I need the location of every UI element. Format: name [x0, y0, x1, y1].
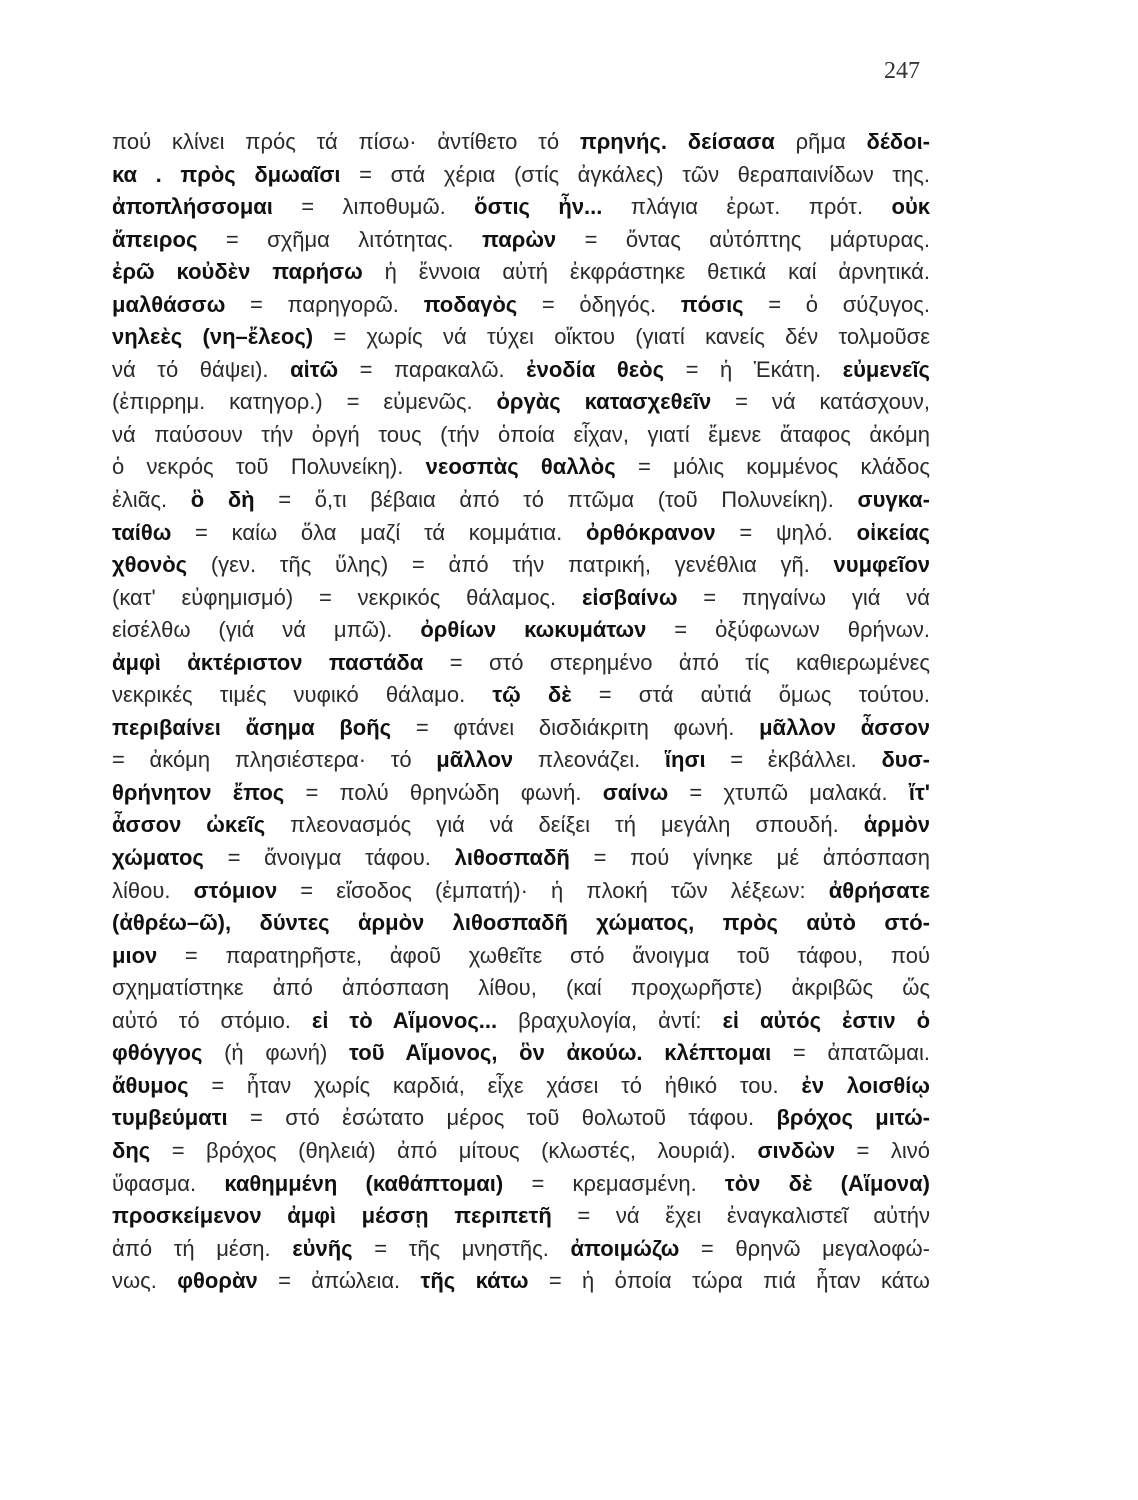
text-line [112, 126, 930, 159]
gloss-text: = ὁ σύζυγος. [743, 291, 930, 317]
lemma-term: πρηνής. δείσασα [579, 129, 775, 154]
lemma-term: ἀποπλήσσομαι [112, 194, 273, 220]
lemma-term: εὐνῆς [292, 1235, 353, 1261]
text-line [112, 289, 930, 322]
text-line [112, 744, 930, 777]
gloss-text: = σχῆμα λιτότητας. [197, 226, 482, 252]
lemma-term: ἵησι [664, 747, 706, 773]
gloss-text: = στά αὐτιά ὅμως τούτου. [571, 682, 930, 708]
gloss-text: = πού γίνηκε μέ ἀπόσπαση [569, 845, 930, 871]
gloss-text: = λιποθυμῶ. [272, 194, 475, 220]
lemma-term: οἰκείας [856, 519, 930, 545]
lemma-term: ἐνοδία θεὸς [526, 356, 665, 382]
lemma-term: (ἀθρέω–ῶ), δύντες ἁρμὸν λιθοσπαδῆ χώματος, πρὸς αὐτὸ στό- [112, 910, 930, 936]
gloss-text: (γεν. τῆς ὕλης) = ἀπό τήν πατρική, γενέθλια γῆ. [187, 552, 834, 578]
gloss-text: = παρηγορῶ. [225, 291, 424, 317]
gloss-text: = ὄντας αὐτόπτης μάρτυρας. [556, 226, 931, 252]
gloss-text: = παρακαλῶ. [338, 356, 527, 382]
text-line [112, 1070, 930, 1103]
gloss-text: = ὅ,τι βέβαια ἀπό τό πτῶμα (τοῦ Πολυνείκη). [254, 487, 858, 513]
gloss-text: βραχυλογία, ἀντί: [497, 1007, 723, 1033]
lemma-term: ἐρῶ κοὐδὲν παρήσω [112, 259, 363, 285]
gloss-text: = ἀκόμη πλησιέστερα· τό [112, 747, 437, 773]
lemma-term: ἀποιμώζω [570, 1235, 680, 1261]
text-line [112, 354, 930, 387]
gloss-text: = ὁδηγός. [517, 291, 681, 317]
lemma-term: σινδὼν [757, 1137, 836, 1163]
lemma-term: παρὼν [481, 226, 557, 252]
gloss-text: (ἡ φωνή) [202, 1040, 350, 1066]
lemma-term: ἄπειρος [112, 226, 198, 252]
lemma-term: ὅστις ἦν... [474, 194, 603, 220]
lemma-term: εἰ τὸ Αἵμονος... [311, 1007, 498, 1033]
text-line [112, 549, 930, 582]
gloss-text: = εἴσοδος (ἐμπατή)· ἡ πλοκή τῶν λέξεων: [277, 877, 829, 903]
text-line [112, 647, 930, 680]
text-line [112, 875, 930, 908]
text-line [112, 159, 930, 192]
lemma-term: ἁρμὸν [863, 812, 930, 838]
gloss-text: = κρεμασμένη. [503, 1170, 725, 1196]
gloss-text: νεκρικές τιμές νυφικό θάλαμο. [112, 682, 493, 708]
gloss-text: = ἀπώλεια. [257, 1268, 421, 1294]
lemma-term: οὐκ [891, 194, 931, 220]
lemma-term: τοῦ Αἵμονος, ὃν ἀκούω. κλέπτομαι [349, 1040, 772, 1066]
gloss-text: (κατ' εὐφημισμό) = νεκρικός θάλαμος. [112, 584, 582, 610]
lemma-term: μᾶλλον ἆσσον [759, 714, 930, 740]
gloss-text: = ἦταν χωρίς καρδιά, εἶχε χάσει τό ἠθικό του. [188, 1072, 802, 1098]
text-line [112, 614, 930, 647]
page-number: 247 [884, 58, 920, 84]
gloss-text: = ἀπατῶμαι. [771, 1040, 931, 1066]
text-line [112, 1200, 930, 1233]
lemma-term: ἀμφὶ ἀκτέριστον παστάδα [112, 649, 424, 675]
text-line [112, 517, 930, 550]
lemma-term: τυμβεύματι [112, 1105, 228, 1131]
lemma-term: ὃ δὴ [190, 487, 255, 513]
lemma-term: ἆσσον ὠκεῖς [112, 812, 266, 838]
lemma-term: νεοσπὰς θαλλὸς [425, 454, 616, 480]
gloss-text: ρῆμα [774, 129, 867, 154]
text-line [112, 191, 930, 224]
gloss-text: = στό στερημένο ἀπό τίς καθιερωμένες [423, 649, 930, 675]
gloss-text: πλεονάζει. [513, 747, 665, 773]
lemma-term: τῷ δὲ [492, 682, 572, 708]
gloss-text: = ψηλό. [715, 519, 857, 545]
text-line [112, 582, 930, 615]
text-line [112, 777, 930, 810]
lemma-term: δέδοι- [866, 129, 931, 154]
lemma-term: ὀρθόκρανον [585, 519, 716, 545]
gloss-text: πλεονασμός γιά νά δείξει τή μεγάλη σπουδή. [265, 812, 864, 838]
gloss-text: = πολύ θρηνώδη φωνή. [284, 779, 603, 805]
lemma-term: χώματος [112, 845, 204, 871]
gloss-text: = χωρίς νά τύχει οἴκτου (γιατί κανείς δέν τολμοῦσε [313, 324, 930, 350]
gloss-text: = ὀξύφωνων θρήνων. [646, 617, 931, 643]
lemma-term: εἰ αὐτός ἐστιν ὁ [722, 1007, 931, 1033]
gloss-text: αὐτό τό στόμιο. [112, 1007, 312, 1033]
gloss-text: = ἄνοιγμα τάφου. [203, 845, 455, 871]
lemma-term: στόμιον [193, 877, 278, 903]
gloss-text: = ἡ Ἑκάτη. [664, 356, 843, 382]
gloss-text: ὁ νεκρός τοῦ Πολυνείκη). [112, 454, 426, 480]
lemma-term: βρόχος μιτώ- [776, 1105, 931, 1131]
lemma-term: ποδαγὸς [423, 291, 518, 317]
gloss-text: ἐλιᾶς. [112, 487, 191, 513]
lemma-term: ὀργὰς κατασχεθεῖν [496, 389, 712, 415]
gloss-text: σχηματίστηκε ἀπό ἀπόσπαση λίθου, (καί προχωρῆστε) ἀκριβῶς ὥς [112, 975, 930, 1001]
text-line [112, 256, 930, 289]
lemma-term: λιθοσπαδῆ [454, 845, 570, 871]
lemma-term: θρήνητον ἔπος [112, 779, 285, 805]
text-line [112, 972, 930, 1005]
gloss-text: ἡ ἔννοια αὐτή ἐκφράστηκε θετικά καί ἀρνητικά. [362, 259, 930, 285]
lemma-term: φθόγγος [112, 1040, 203, 1066]
gloss-text: πλάγια ἐρωτ. πρότ. [602, 194, 892, 220]
gloss-text: = τῆς μνηστῆς. [352, 1235, 571, 1261]
lemma-term: φθορὰν [177, 1268, 258, 1294]
lemma-term: τὸν δὲ (Αἵμονα) [724, 1170, 930, 1196]
gloss-text: = ἡ ὁποία τώρα πιά ἦταν κάτω [528, 1268, 930, 1294]
text-line [112, 907, 930, 940]
gloss-text: = στό ἐσώτατο μέρος τοῦ θολωτοῦ τάφου. [227, 1105, 777, 1131]
commentary-text [112, 126, 930, 1298]
text-line [112, 712, 930, 745]
lemma-term: εἰσβαίνω [581, 584, 678, 610]
lemma-term: ταίθω [112, 519, 172, 545]
lemma-term: μαλθάσσω [112, 291, 226, 317]
lemma-term: ὀρθίων κωκυμάτων [420, 617, 647, 643]
text-line [112, 386, 930, 419]
gloss-text: νά τό θάψει). [112, 356, 291, 382]
text-line [112, 842, 930, 875]
gloss-text: = καίω ὅλα μαζί τά κομμάτια. [171, 519, 586, 545]
lemma-term: δης [112, 1137, 151, 1163]
text-line [112, 321, 930, 354]
lemma-term: συγκα- [857, 487, 930, 513]
gloss-text: = στά χέρια (στίς ἀγκάλες) τῶν θεραπαινίδων της. [340, 161, 930, 187]
gloss-text: = φτάνει δισδιάκριτη φωνή. [391, 714, 760, 740]
lemma-term: σαίνω [602, 779, 669, 805]
text-line [112, 484, 930, 517]
gloss-text: = νά ἔχει ἐναγκαλιστεῖ αὐτήν [551, 1203, 931, 1229]
text-line [112, 1233, 930, 1266]
gloss-text: = θρηνῶ μεγαλοφώ- [679, 1235, 930, 1261]
text-line [112, 940, 930, 973]
lemma-term: αἰτῶ [290, 356, 339, 382]
text-line [112, 1168, 930, 1201]
lemma-term: ἐν λοισθίῳ [801, 1072, 930, 1098]
text-line [112, 1102, 930, 1135]
lemma-term: πόσις [680, 291, 744, 317]
gloss-text: = νά κατάσχουν, [711, 389, 930, 415]
lemma-term: κα . πρὸς δμωαῖσι [112, 161, 341, 187]
text-line [112, 1005, 930, 1038]
text-line [112, 1265, 930, 1298]
lemma-term: δυσ- [881, 747, 930, 773]
gloss-text: = ἐκβάλλει. [705, 747, 882, 773]
lemma-term: προσκείμενον ἀμφὶ μέσσῃ περιπετῆ [112, 1203, 552, 1229]
lemma-term: καθημμένη (καθάπτομαι) [224, 1170, 504, 1196]
text-line [112, 1135, 930, 1168]
lemma-term: μᾶλλον [436, 747, 514, 773]
gloss-text: = λινό [835, 1137, 930, 1163]
lemma-term: χθονὸς [112, 552, 188, 578]
text-line [112, 1037, 930, 1070]
gloss-text: πού κλίνει πρός τά πίσω· ἀντίθετο τό [112, 129, 580, 154]
gloss-text: = πηγαίνω γιά νά [677, 584, 930, 610]
text-line [112, 809, 930, 842]
gloss-text: νως. [112, 1268, 178, 1294]
text-line [112, 419, 930, 452]
lemma-term: περιβαίνει ἄσημα βοῆς [112, 714, 392, 740]
lemma-term: νυμφεῖον [833, 552, 930, 578]
gloss-text: εἰσέλθω (γιά νά μπῶ). [112, 617, 421, 643]
gloss-text: ὕφασμα. [112, 1170, 225, 1196]
gloss-text: νά παύσουν τήν ὀργή τους (τήν ὁποία εἶχαν, γιατί ἔμενε ἄταφος ἀκόμη [112, 421, 930, 447]
lemma-term: ἀθρήσατε [828, 877, 930, 903]
lemma-term: ἄθυμος [112, 1072, 189, 1098]
gloss-text: ἀπό τή μέση. [112, 1235, 293, 1261]
lemma-term: νηλεὲς (νη–ἔλεος) [112, 324, 314, 350]
lemma-term: ἴτ' [908, 779, 930, 805]
gloss-text: (ἐπιρρημ. κατηγορ.) = εὐμενῶς. [112, 389, 497, 415]
lemma-term: εὐμενεῖς [842, 356, 931, 382]
gloss-text: = μόλις κομμένος κλάδος [615, 454, 930, 480]
gloss-text: = χτυπῶ μαλακά. [668, 779, 909, 805]
gloss-text: = βρόχος (θηλειά) ἀπό μίτους (κλωστές, λουριά). [150, 1137, 758, 1163]
text-line [112, 679, 930, 712]
text-line [112, 224, 930, 257]
gloss-text: = παρατηρῆστε, ἀφοῦ χωθεῖτε στό ἄνοιγμα τοῦ τάφου, πού [157, 942, 930, 968]
lemma-term: τῆς κάτω [420, 1268, 529, 1294]
text-line [112, 451, 930, 484]
lemma-term: μιον [112, 942, 158, 968]
gloss-text: λίθου. [112, 877, 194, 903]
